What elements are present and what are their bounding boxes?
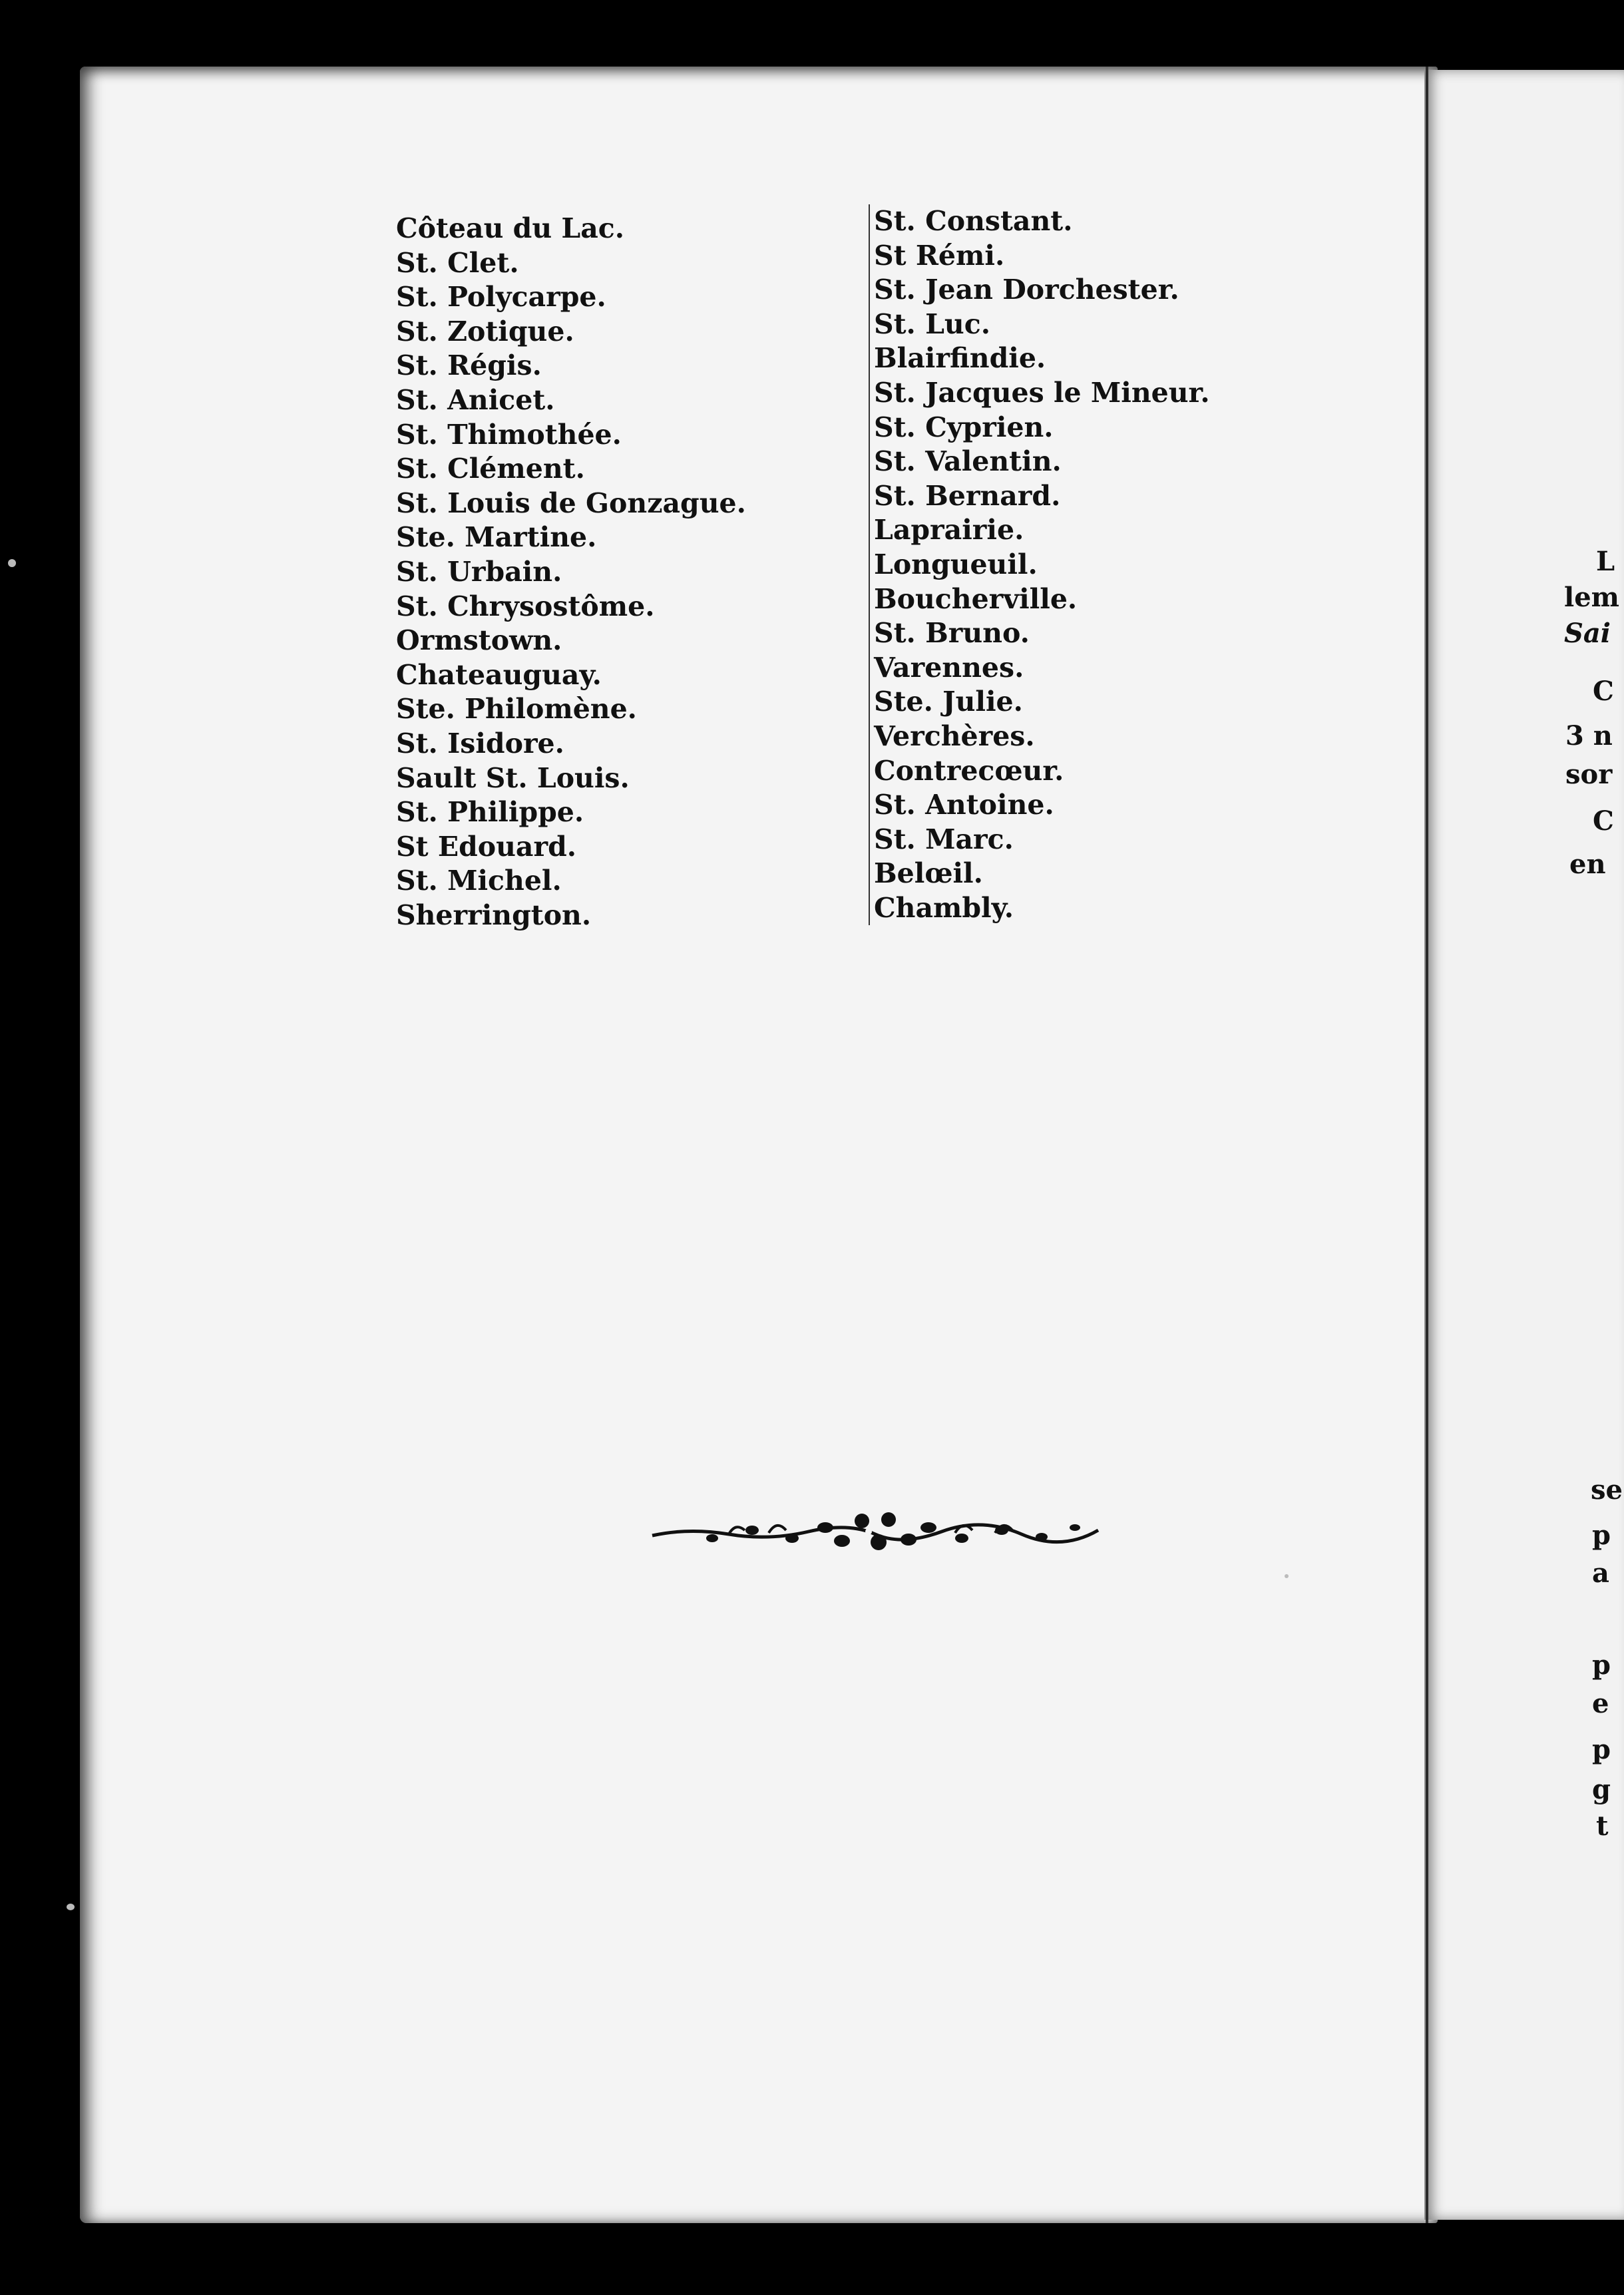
list-item: St. Clet.: [396, 246, 519, 279]
left-page: [80, 67, 1438, 2223]
list-item: Ormstown.: [396, 624, 562, 657]
facing-page-text-fragment: Sai: [1564, 618, 1611, 649]
facing-page-text-fragment: L: [1596, 546, 1615, 577]
list-item: Blairfindie.: [874, 342, 1046, 375]
list-item: St. Zotique.: [396, 315, 574, 347]
facing-page-text-fragment: se: [1591, 1474, 1623, 1506]
list-item: St. Thimothée.: [396, 418, 622, 451]
facing-page-text-fragment: sor: [1565, 759, 1613, 790]
facing-page-text-fragment: a: [1592, 1558, 1609, 1589]
facing-page-text-fragment: t: [1596, 1810, 1609, 1842]
list-item: Verchères.: [874, 720, 1035, 752]
facing-page-text-fragment: C: [1593, 805, 1614, 837]
list-item: St. Valentin.: [874, 445, 1062, 478]
list-item: Sault St. Louis.: [396, 761, 630, 794]
floral-ornament-divider: [649, 1501, 1102, 1561]
list-item: St Edouard.: [396, 830, 577, 863]
parish-list-right: [869, 204, 1210, 925]
list-item: St. Bruno.: [874, 617, 1030, 650]
facing-page-text-fragment: p: [1592, 1520, 1611, 1551]
list-item: Chateauguay.: [396, 658, 602, 691]
parish-list-left: [396, 212, 746, 933]
page-gutter: [1426, 67, 1428, 2223]
list-item: St. Polycarpe.: [396, 281, 606, 313]
list-item: Varennes.: [874, 651, 1024, 684]
list-item: Chambly.: [874, 891, 1014, 924]
list-item: St. Antoine.: [874, 789, 1054, 821]
list-item: St. Jacques le Mineur.: [874, 376, 1210, 409]
list-item: Ste. Martine.: [396, 521, 597, 554]
facing-page-text-fragment: lem: [1564, 582, 1619, 613]
list-item: St. Isidore.: [396, 727, 564, 759]
facing-page-text-fragment: en: [1569, 849, 1606, 880]
list-item: St. Cyprien.: [874, 411, 1054, 443]
list-item: Sherrington.: [396, 899, 592, 931]
list-item: Laprairie.: [874, 514, 1024, 546]
list-item: Belœil.: [874, 857, 983, 890]
list-item: St. Bernard.: [874, 479, 1061, 512]
list-item: St. Luc.: [874, 308, 990, 340]
right-page: [1424, 70, 1624, 2220]
list-item: Contrecœur.: [874, 754, 1064, 787]
list-item: St. Louis de Gonzague.: [396, 487, 746, 519]
list-item: St. Jean Dorchester.: [874, 274, 1179, 306]
speck: [67, 1904, 75, 1910]
list-item: Côteau du Lac.: [396, 212, 625, 244]
list-item: Longueuil.: [874, 548, 1038, 580]
list-item: St. Constant.: [874, 205, 1073, 237]
list-item: St. Urbain.: [396, 555, 562, 588]
list-item: St. Anicet.: [396, 383, 555, 416]
facing-page-text-fragment: g: [1592, 1774, 1611, 1805]
speck: [8, 559, 16, 567]
list-item: St Rémi.: [874, 239, 1005, 272]
speck: [1285, 1574, 1289, 1578]
list-item: Boucherville.: [874, 582, 1078, 615]
list-item: St. Marc.: [874, 823, 1014, 855]
facing-page-text-fragment: e: [1592, 1688, 1609, 1719]
list-item: St. Chrysostôme.: [396, 590, 655, 622]
facing-page-text-fragment: p: [1592, 1649, 1611, 1681]
list-item: Ste. Julie.: [874, 686, 1023, 718]
facing-page-text-fragment: p: [1592, 1734, 1611, 1765]
list-item: St. Clément.: [396, 453, 585, 485]
list-item: St. Régis.: [396, 349, 542, 382]
list-item: St. Philippe.: [396, 796, 584, 829]
list-item: St. Michel.: [396, 865, 562, 897]
facing-page-text-fragment: C: [1593, 676, 1614, 707]
list-item: Ste. Philomène.: [396, 693, 637, 726]
facing-page-text-fragment: 3 n: [1565, 720, 1613, 751]
